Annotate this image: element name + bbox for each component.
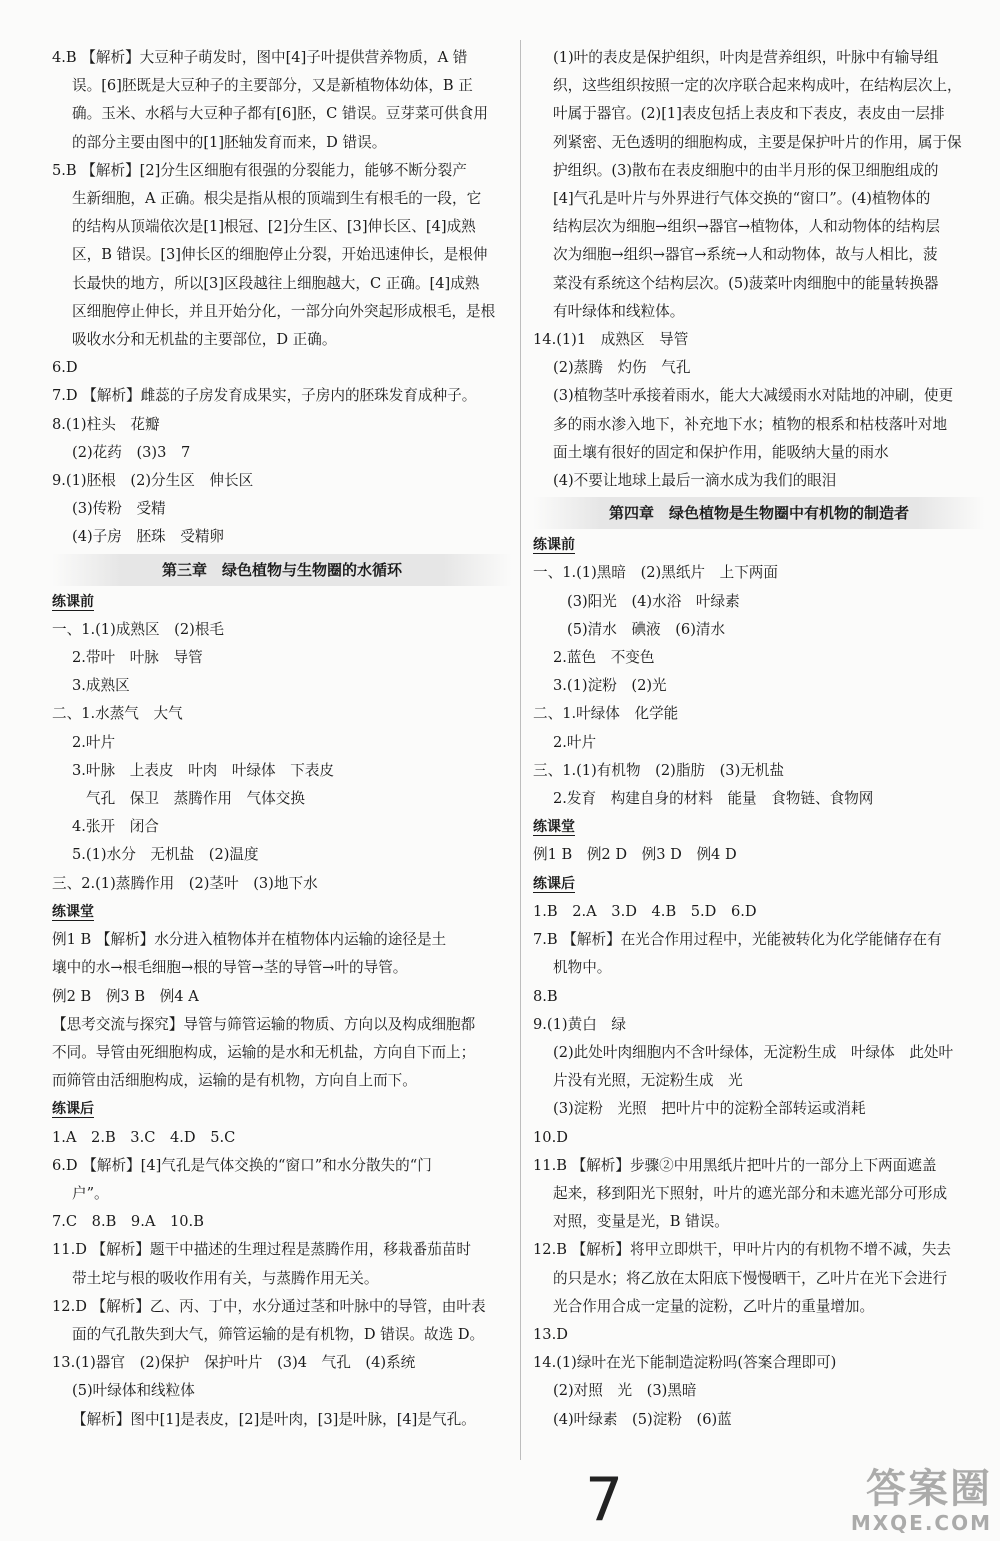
answer-line: (4)叶绿素 (5)淀粉 (6)蓝 <box>553 1410 732 1428</box>
section-heading: 练课前 <box>533 537 575 554</box>
answer-line: 起来，移到阳光下照射，叶片的遮光部分和未遮光部分可形成 <box>553 1184 948 1202</box>
answer-line: 2.蓝色 不变色 <box>553 649 655 667</box>
answer-line: 1.A 2.B 3.C 4.D 5.C <box>52 1128 236 1146</box>
answer-line: 【思考交流与探究】导管与筛管运输的物质、方向以及构成细胞都 <box>52 1015 476 1033</box>
section-heading: 练课后 <box>52 1101 94 1118</box>
answer-line: 三、1.(1)有机物 (2)脂肪 (3)无机盐 <box>533 761 785 779</box>
answer-line: 次为细胞→组织→器官→系统→人和动物体，故与人相比，菠 <box>553 246 938 264</box>
answer-line: 误。[6]胚既是大豆种子的主要部分，又是新植物体幼体，B 正 <box>72 77 473 95</box>
answer-line: 二、1.水蒸气 大气 <box>52 705 183 723</box>
watermark-url: MXQE.COM <box>850 1511 992 1535</box>
answer-line: 结构层次为细胞→组织→器官→植物体，人和动物体的结构层 <box>553 218 940 236</box>
answer-line: (5)叶绿体和线粒体 <box>72 1382 195 1400</box>
answer-line: (2)对照 光 (3)黑暗 <box>553 1382 697 1400</box>
answer-line: 2.叶片 <box>553 733 597 751</box>
answer-line: (4)子房 胚珠 受精卵 <box>72 528 225 546</box>
answer-line: 机物中。 <box>553 959 612 977</box>
answer-line: 14.(1)1 成熟区 导管 <box>533 331 689 349</box>
right-column <box>533 44 985 1434</box>
chapter-heading: 第三章 绿色植物与生物圈的水循环 <box>52 554 512 586</box>
answer-line: 光合作用合成一定量的淀粉，乙叶片的重量增加。 <box>553 1297 875 1315</box>
answer-line: (3)阳光 (4)水浴 叶绿素 <box>567 592 740 610</box>
answer-line: 护组织。(3)散布在表皮细胞中的由半月形的保卫细胞组成的 <box>553 161 939 179</box>
answer-line: 1.B 2.A 3.D 4.B 5.D 6.D <box>533 902 757 920</box>
answer-line: 织，这些组织按照一定的次序联合起来构成叶，在结构层次上， <box>553 77 962 95</box>
answer-line: 二、1.叶绿体 化学能 <box>533 705 679 723</box>
answer-line: (2)蒸腾 灼伤 气孔 <box>553 359 691 377</box>
answer-line: 菜没有系统这个结构层次。(5)菠菜叶肉细胞中的能量转换器 <box>553 274 939 292</box>
answer-line: 确。玉米、水稻与大豆种子都有[6]胚，C 错误。豆芽菜可供食用 <box>72 105 488 123</box>
answer-line: 3.成熟区 <box>72 677 130 695</box>
answer-line: 7.D 【解析】雌蕊的子房发育成果实，子房内的胚珠发育成种子。 <box>52 387 477 405</box>
section-heading: 练课堂 <box>533 819 575 836</box>
answer-line: 例1 B 【解析】水分进入植物体并在植物体内运输的途径是土 <box>52 931 447 949</box>
watermark <box>851 1467 992 1535</box>
answer-line: 6.D 【解析】[4]气孔是气体交换的“窗口”和水分散失的“门 <box>52 1156 432 1174</box>
answer-line: (3)淀粉 光照 把叶片中的淀粉全部转运或消耗 <box>553 1100 866 1118</box>
answer-line: 叶属于器官。(2)[1]表皮包括上表皮和下表皮，表皮由一层排 <box>553 105 945 123</box>
answer-line: 11.D 【解析】题干中描述的生理过程是蒸腾作用，移栽番茄苗时 <box>52 1241 471 1259</box>
answer-line: 例2 B 例3 B 例4 A <box>52 987 199 1005</box>
answer-line: 一、1.(1)黑暗 (2)黑纸片 上下两面 <box>533 564 778 582</box>
answer-line: 13.D <box>533 1325 568 1343</box>
answer-line: 4.B 【解析】大豆种子萌发时，图中[4]子叶提供营养物质，A 错 <box>52 49 468 66</box>
page-mark: 7 <box>585 1465 624 1535</box>
answer-line: 一、1.(1)成熟区 (2)根毛 <box>52 620 225 638</box>
answer-line: 多的雨水渗入地下，补充地下水；植物的根系和枯枝落叶对地 <box>553 415 948 433</box>
answer-line: (2)花药 (3)3 7 <box>72 443 191 461</box>
answer-line: 4.张开 闭合 <box>72 818 159 836</box>
answer-line: 吸收水分和无机盐的主要部位，D 正确。 <box>72 331 337 349</box>
answer-line: 6.D <box>52 359 78 377</box>
answer-line: 12.B 【解析】将甲立即烘干，甲叶片内的有机物不增不减，失去 <box>533 1241 952 1259</box>
answer-line: 区细胞停止伸长，并且开始分化，一部分向外突起形成根毛，是根 <box>72 302 496 320</box>
answer-line: (4)不要让地球上最后一滴水成为我们的眼泪 <box>553 472 837 490</box>
column-divider <box>520 40 521 1460</box>
answer-line: (5)清水 碘液 (6)清水 <box>567 620 726 638</box>
answer-line: 5.(1)水分 无机盐 (2)温度 <box>72 846 259 864</box>
answer-line: 【解析】图中[1]是表皮，[2]是叶肉，[3]是叶脉，[4]是气孔。 <box>72 1410 476 1428</box>
section-heading: 练课堂 <box>52 903 94 920</box>
section-heading: 练课后 <box>533 875 575 892</box>
watermark-logo-text: 答案圈 <box>866 1466 992 1512</box>
left-column <box>52 44 512 1434</box>
answer-line: 2.带叶 叶脉 导管 <box>72 649 203 667</box>
answer-line: (2)此处叶肉细胞内不含叶绿体，无淀粉生成 叶绿体 此处叶 <box>553 1043 954 1061</box>
section-heading: 练课前 <box>52 593 94 610</box>
answer-line: 7.C 8.B 9.A 10.B <box>52 1213 204 1231</box>
answer-line: 生新细胞，A 正确。根尖是指从根的顶端到生有根毛的一段，它 <box>72 190 482 208</box>
answer-line: 11.B 【解析】步骤②中用黑纸片把叶片的一部分上下两面遮盖 <box>533 1156 937 1174</box>
answer-line: 3.叶脉 上表皮 叶肉 叶绿体 下表皮 <box>72 761 335 779</box>
answer-line: 壤中的水→根毛细胞→根的导管→茎的导管→叶的导管。 <box>52 959 408 977</box>
answer-line: 不同。导管由死细胞构成，运输的是水和无机盐，方向自下而上； <box>52 1043 476 1061</box>
answer-line: 带土坨与根的吸收作用有关，与蒸腾作用无关。 <box>72 1269 379 1287</box>
answer-line: 2.发育 构建自身的材料 能量 食物链、食物网 <box>553 790 874 808</box>
answer-line: 3.(1)淀粉 (2)光 <box>553 677 667 695</box>
answer-line: 的部分主要由图中的[1]胚轴发育而来，D 错误。 <box>72 133 387 151</box>
answer-line: 面的气孔散失到大气，筛管运输的是有机物，D 错误。故选 D。 <box>72 1325 485 1343</box>
answer-line: 12.D 【解析】乙、丙、丁中，水分通过茎和叶脉中的导管，由叶表 <box>52 1297 486 1315</box>
answer-line: 14.(1)绿叶在光下能制造淀粉吗(答案合理即可) <box>533 1354 837 1372</box>
answer-line: 7.B 【解析】在光合作用过程中，光能被转化为化学能储存在有 <box>533 931 942 949</box>
answer-line: 5.B 【解析】[2]分生区细胞有很强的分裂能力，能够不断分裂产 <box>52 161 467 179</box>
answer-line: 10.D <box>533 1128 568 1146</box>
answer-line: 2.叶片 <box>72 733 116 751</box>
answer-line: (3)植物茎叶承接着雨水，能大大减缓雨水对陆地的冲刷，使更 <box>553 387 954 405</box>
answer-line: 列紧密、无色透明的细胞构成，主要是保护叶片的作用，属于保 <box>553 133 962 151</box>
answer-line: 户”。 <box>72 1184 109 1202</box>
answer-line: 9.(1)黄白 绿 <box>533 1015 626 1033</box>
chapter-heading: 第四章 绿色植物是生物圈中有机物的制造者 <box>533 497 985 529</box>
answer-line: 长最快的地方，所以[3]区段越往上细胞越大，C 正确。[4]成熟 <box>72 274 480 292</box>
answer-line: 面土壤有很好的固定和保护作用，能吸纳大量的雨水 <box>553 443 889 461</box>
answer-line: 有叶绿体和线粒体。 <box>553 302 685 320</box>
answer-line: 13.(1)器官 (2)保护 保护叶片 (3)4 气孔 (4)系统 <box>52 1354 416 1372</box>
answer-line: 9.(1)胚根 (2)分生区 伸长区 <box>52 472 254 490</box>
answer-line: 例1 B 例2 D 例3 D 例4 D <box>533 846 737 864</box>
answer-line: 的结构从顶端依次是[1]根冠、[2]分生区、[3]伸长区、[4]成熟 <box>72 218 476 236</box>
answer-line: [4]气孔是叶片与外界进行气体交换的“窗口”。(4)植物体的 <box>553 190 931 208</box>
answer-line: (3)传粉 受精 <box>72 500 166 518</box>
answer-line: (1)叶的表皮是保护组织，叶肉是营养组织，叶脉中有输导组 <box>553 49 939 66</box>
answer-line: 区，B 错误。[3]伸长区的细胞停止分裂，开始迅速伸长，是根伸 <box>72 246 488 264</box>
answer-line: 对照，变量是光，B 错误。 <box>553 1213 729 1231</box>
answer-line: 气孔 保卫 蒸腾作用 气体交换 <box>86 790 305 808</box>
answer-line: 片没有光照，无淀粉生成 光 <box>553 1072 743 1090</box>
answer-line: 而筛管由活细胞构成，运输的是有机物，方向自上而下。 <box>52 1072 417 1090</box>
answer-line: 8.(1)柱头 花瓣 <box>52 415 160 433</box>
answer-line: 三、2.(1)蒸腾作用 (2)茎叶 (3)地下水 <box>52 874 318 892</box>
answer-line: 的只是水；将乙放在太阳底下慢慢晒干，乙叶片在光下会进行 <box>553 1269 948 1287</box>
answer-line: 8.B <box>533 987 558 1005</box>
